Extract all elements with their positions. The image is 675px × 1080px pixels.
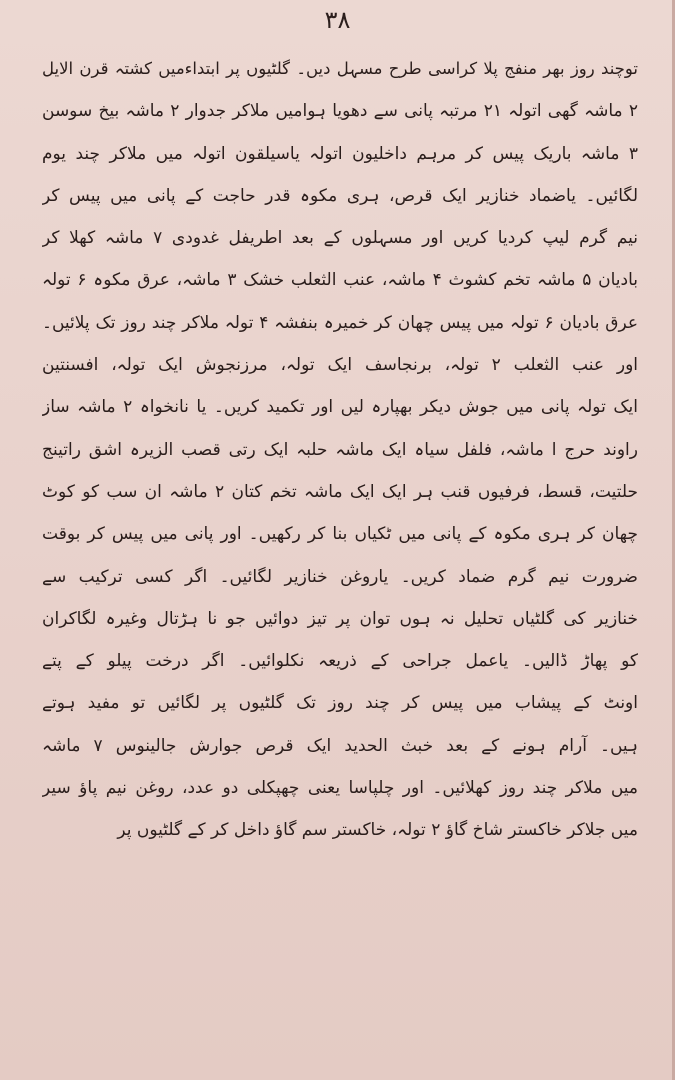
text-line: لگائیں۔ یاضماد خنازیر ایک قرص، ہری مکوہ قدر حاجت کے پانی میں پیس کر [42,185,638,206]
text-line: نیم گرم لیپ کردیا کریں اور مسہلوں کے بعد اطریفل غدودی ۷ ماشہ کھلا کر [42,228,638,249]
text-line: ضرورت نیم گرم ضماد کریں۔ یاروغن خنازیر لگائیں۔ اگر کسی ترکیب سے [42,566,638,587]
text-line: ایک تولہ پانی میں جوش دیکر بھپارہ لیں اور تکمید کریں۔ یا نانخواہ ۲ ماشہ ساز [42,397,638,418]
text-line: ۲ ماشہ گھی اتولہ ۲۱ مرتبہ پانی سے دھویا ہوامیں ملاکر جدوار ۲ ماشہ بیخ سوسن [42,101,638,122]
text-line: کو پھاڑ ڈالیں۔ یاعمل جراحی کے ذریعہ نکلوائیں۔ اگر درخت پیلو کے پتے [42,651,638,672]
text-line: میں جلاکر خاکستر شاخ گاؤ ۲ تولہ، خاکستر سم گاؤ داخل کر کے گلٹیوں پر [117,820,638,841]
text-line: بادیان ۵ ماشہ تخم کشوث ۴ ماشہ، عنب الثعلب خشک ۳ ماشہ، عرق مکوہ ۶ تولہ [42,270,638,291]
text-line: چھان کر ہری مکوہ کے پانی میں ٹکیاں بنا کر رکھیں۔ اور پانی میں پیس کر بوقت [42,524,638,545]
text-line: حلتیت، قسط، فرفیوں قنب ہر ایک ایک ماشہ تخم کتان ۲ ماشہ ان سب کو کوٹ [42,481,638,502]
text-line: توچند روز بھر منفج پلا کراسی طرح مسہل دیں۔ گلٹیوں پر ابتداءمیں کشتہ قرن الایل [42,59,638,78]
text-line: میں ملاکر چند روز کھلائیں۔ اور چلپاسا یعنی چھپکلی دو عدد، روغن نیم پاؤ سیر [42,778,638,799]
text-line: اور عنب الثعلب ۲ تولہ، برنجاسف ایک تولہ، مرزنجوش ایک تولہ، افسنتین [42,355,638,376]
urdu-text-body [42,48,638,852]
text-line: ہیں۔ آرام ہونے کے بعد خبث الحدید ایک قرص جوارش جالینوس ۷ ماشہ [42,735,638,756]
text-line: اونٹ کے پیشاب میں پیس کر چند روز تک گلٹیوں پر لگائیں تو مفید ہوتے [42,693,638,714]
text-line: ۳ ماشہ باریک پیس کر مرہم داخلیون اتولہ یاسیلقون اتولہ میں ملاکر چند یوم [42,143,638,164]
page-number: ۳۸ [324,6,351,34]
text-line: عرق بادیان ۶ تولہ میں پیس چھان کر خمیرہ بنفشہ ۴ تولہ ملاکر چند روز تک پلائیں۔ [42,312,638,333]
text-line: راوند حرج ا ماشہ، فلفل سیاہ ایک ماشہ حلبہ ایک رتی قصب الزیرہ اشق راتینج [42,439,638,460]
text-line: خنازیر کی گلٹیاں تحلیل نہ ہوں توان پر تیز دوائیں جو نا ہڑتال وغیرہ لگاکران [42,608,638,629]
